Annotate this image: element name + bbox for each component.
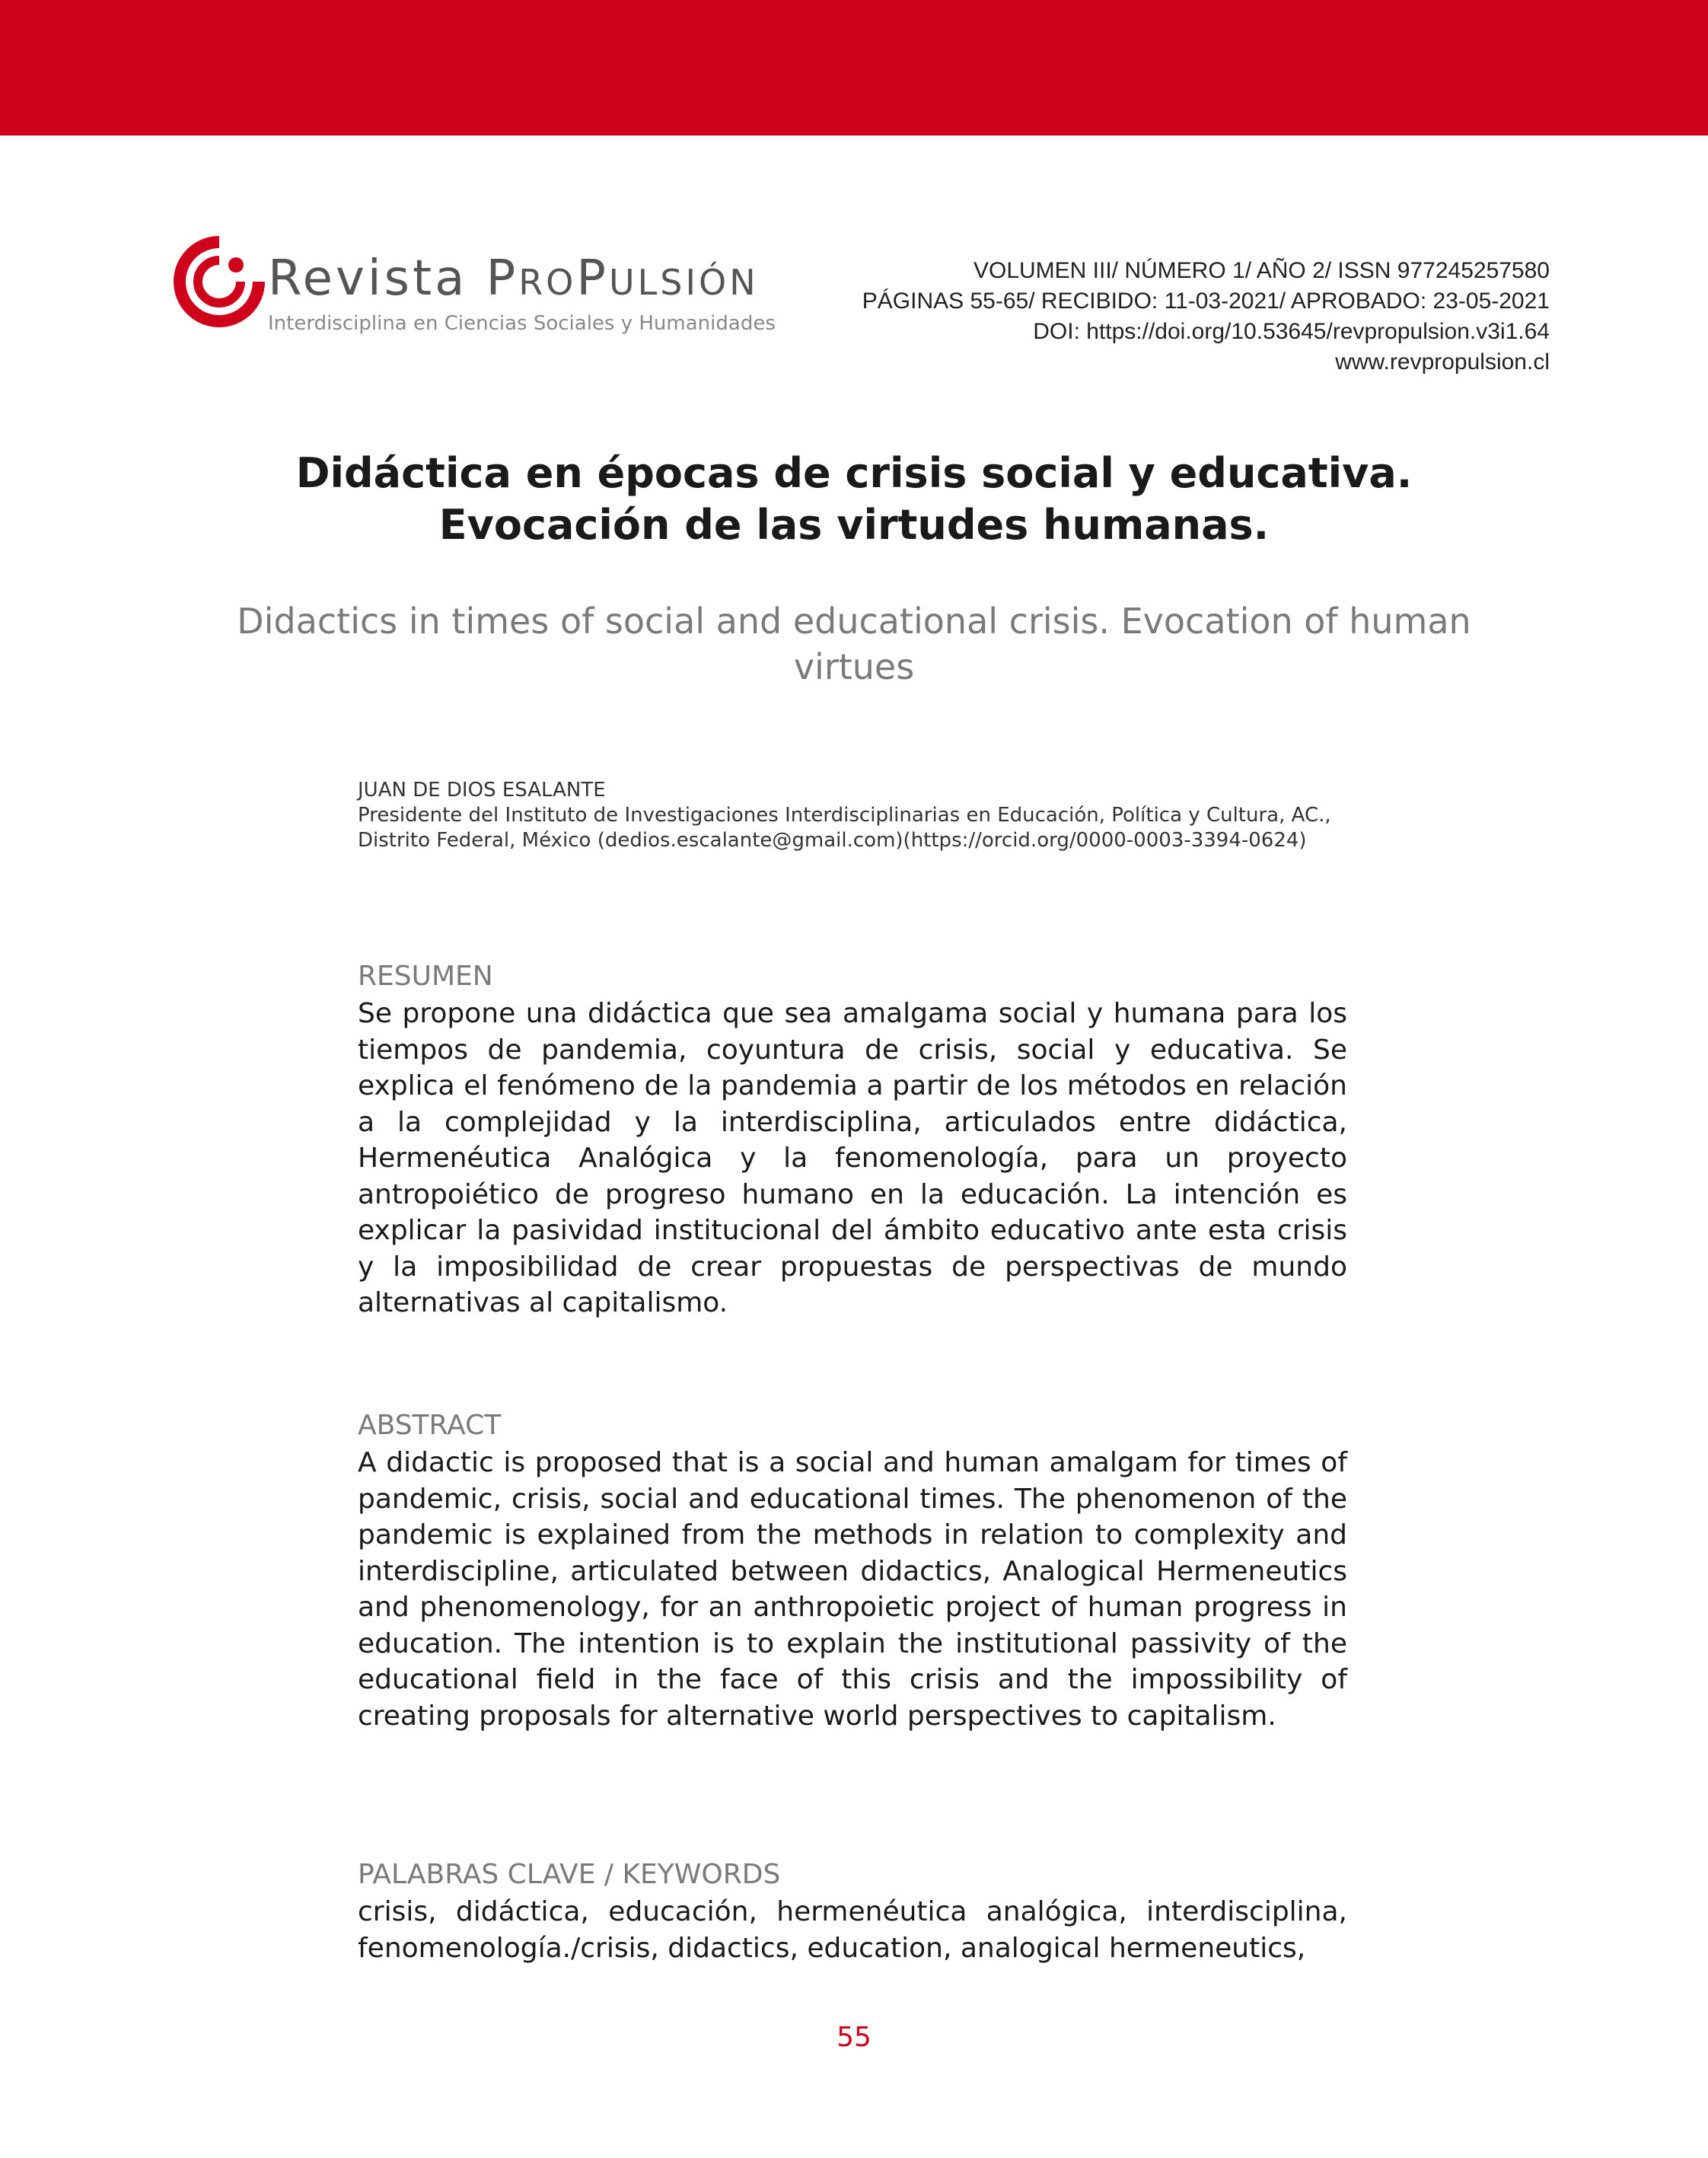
page-number: 55 xyxy=(836,2022,872,2053)
title-es-line-1: Didáctica en épocas de crisis social y educativa. xyxy=(295,449,1413,497)
meta-doi[interactable]: DOI: https://doi.org/10.53645/revpropulsion.v3i1.64 xyxy=(1033,319,1550,344)
journal-subtitle: Interdisciplina en Ciencias Sociales y Humanidades xyxy=(268,312,776,335)
meta-volume: VOLUMEN III/ NÚMERO 1/ AÑO 2/ ISSN 977245257580 xyxy=(973,258,1550,283)
keywords-body: crisis, didáctica, educación, hermenéutica analógica, interdisciplina, fenomenología./crisis, didactics, education, analogical hermeneutics, xyxy=(358,1896,1347,1964)
brand-word: Revista xyxy=(268,250,468,307)
meta-website[interactable]: www.revpropulsion.cl xyxy=(1335,349,1550,375)
journal-logo xyxy=(174,236,776,343)
resumen-heading: RESUMEN xyxy=(358,961,493,992)
abstract-heading: ABSTRACT xyxy=(358,1410,502,1441)
meta-pages: PÁGINAS 55-65/ RECIBIDO: 11-03-2021/ APROBADO: 23-05-2021 xyxy=(862,288,1550,314)
author-name: JUAN DE DIOS ESALANTE xyxy=(358,779,606,802)
keywords-heading: PALABRAS CLAVE / KEYWORDS xyxy=(358,1859,781,1890)
author-block xyxy=(358,778,1347,853)
article-title-en: Didactics in times of social and educational crisis. Evocation of human virtues xyxy=(237,601,1471,687)
journal-logo-mark-icon xyxy=(174,236,265,327)
title-es-line-2: Evocación de las virtudes humanas. xyxy=(438,501,1270,549)
abstract-body: A didactic is proposed that is a social and human amalgam for times of pandemic, crisis, social and educational times. The phenomenon of the pandemic is explained from the methods in relation to complexity and interdiscipline, articulated between didactics, Analogical Hermeneutics and phenomenology, for an anthropoietic project of human progress in education. The intention is to explain the institutional passivity of the educational field in the face of this crisis and the impossibility of creating proposals for alternative world perspectives to capitalism. xyxy=(358,1447,1347,1732)
brand-pulsion-rest: ULSIÓN xyxy=(608,262,759,303)
resumen-body: Se propone una didáctica que sea amalgama social y humana para los tiempos de pandemia, coyuntura de crisis, social y educativa. Se explica el fenómeno de la pandemia a partir de los métodos en relación a la complejidad y la interdisciplina, articulados entre didáctica, Hermenéutica Analógica y la fenomenología, para un proyecto antropoiético de progreso humano en la educación. La intención es explicar la pasividad institucional del ámbito educativo ante esta crisis y la imposibilidad de crear propuestas de perspectivas de mundo alternativas al capitalismo. xyxy=(358,998,1347,1318)
brand-pulsion-initial: P xyxy=(576,250,609,307)
issue-metadata xyxy=(862,256,1550,378)
brand-pro-initial: P xyxy=(486,250,519,307)
article-title-es xyxy=(0,448,1708,551)
author-affiliation: Presidente del Instituto de Investigaciones Interdisciplinarias en Educación, Política y Cultura, AC., Distrito Federal, México (dedios.escalante@gmail.com)(https://orcid.org/0000-0003-3394-0624) xyxy=(358,804,1331,852)
journal-name xyxy=(268,250,759,307)
top-color-band xyxy=(0,0,1708,135)
brand-pro-rest: RO xyxy=(518,262,577,303)
